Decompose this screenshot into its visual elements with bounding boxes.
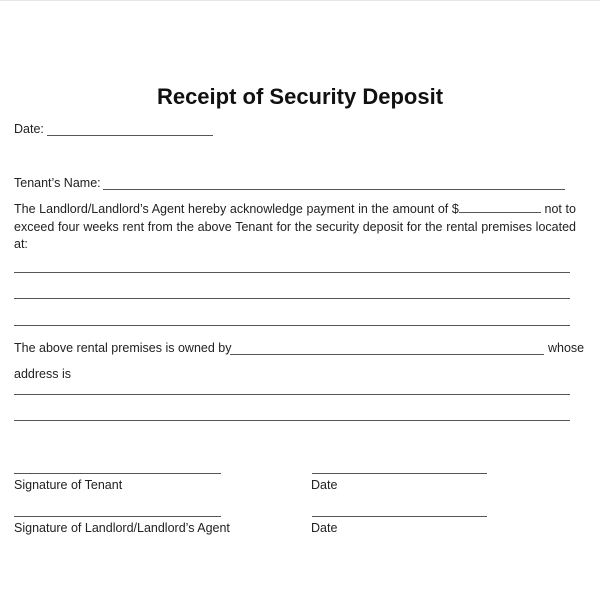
tenant-date-label: Date <box>311 478 338 492</box>
date-field-line[interactable] <box>47 135 213 136</box>
amount-field-line[interactable] <box>459 200 541 213</box>
address-is-label: address is <box>14 367 71 381</box>
premises-address-line-2[interactable] <box>14 298 570 299</box>
document-title: Receipt of Security Deposit <box>156 84 444 109</box>
acknowledgement-paragraph <box>14 200 576 254</box>
landlord-date-line[interactable] <box>312 516 487 517</box>
owned-by-label: The above rental premises is owned by <box>14 341 232 355</box>
acknowledgement-text-start: The Landlord/Landlord’s Agent hereby acknowledge payment in the amount of $ <box>14 202 459 216</box>
owner-address-line-2[interactable] <box>14 420 570 421</box>
owner-address-line-1[interactable] <box>14 394 570 395</box>
top-divider <box>0 0 600 1</box>
landlord-signature-label: Signature of Landlord/Landlord’s Agent <box>14 521 230 535</box>
acknowledgement-text-end: not to exceed four weeks rent from the above Tenant for the security deposit for the rental premises located at: <box>14 202 576 251</box>
tenant-signature-line[interactable] <box>14 473 221 474</box>
owner-name-field-line[interactable] <box>230 354 544 355</box>
landlord-date-label: Date <box>311 521 338 535</box>
whose-label: whose <box>548 341 585 355</box>
premises-address-line-1[interactable] <box>14 272 570 273</box>
tenant-date-line[interactable] <box>312 473 487 474</box>
premises-address-line-3[interactable] <box>14 325 570 326</box>
tenant-name-label: Tenant’s Name: <box>14 176 101 190</box>
landlord-signature-line[interactable] <box>14 516 221 517</box>
tenant-name-field-line[interactable] <box>103 189 565 190</box>
date-label: Date: <box>14 122 44 136</box>
tenant-signature-label: Signature of Tenant <box>14 478 123 492</box>
